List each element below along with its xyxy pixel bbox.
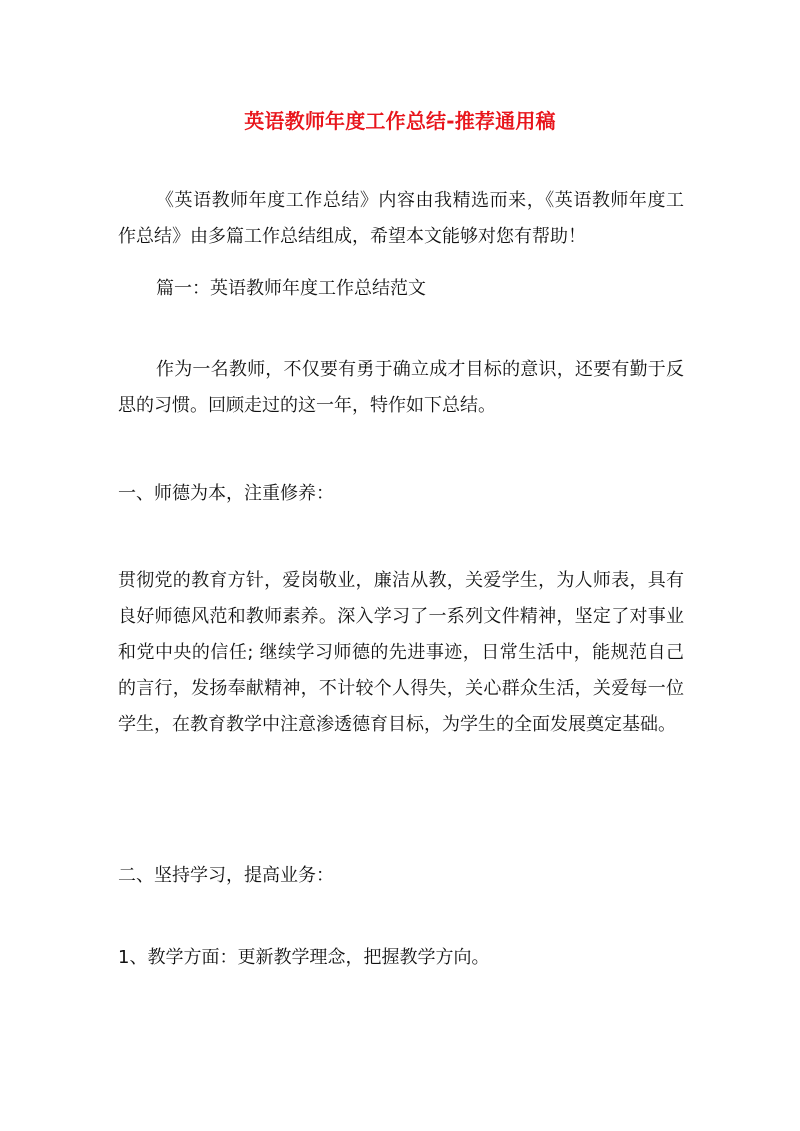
document-title: 英语教师年度工作总结-推荐通用稿 bbox=[244, 109, 556, 133]
opening-paragraph: 作为一名教师，不仅要有勇于确立成才目标的意识，还要有勤于反思的习惯。回顾走过的这一年，特作如下总结。 bbox=[118, 359, 684, 416]
intro-paragraph: 《英语教师年度工作总结》内容由我精选而来，《英语教师年度工作总结》由多篇工作总结组成，希望本文能够对您有帮助！ bbox=[118, 190, 684, 247]
section-heading-2: 二、坚持学习，提高业务： bbox=[118, 865, 334, 886]
chapter-heading: 篇一：英语教师年度工作总结范文 bbox=[156, 278, 426, 299]
list-item-1: 1、教学方面：更新教学理念，把握教学方向。 bbox=[118, 947, 490, 968]
section-body-1: 贯彻党的教育方针，爱岗敬业，廉洁从教，关爱学生，为人师表，具有良好师德风范和教师素养。深入学习了一系列文件精神，坚定了对事业和党中央的信任; 继续学习师德的先进事迹，日常生活中，能规范自己的言行，发扬奉献精神，不计较个人得失，关心群众生活，关爱每一位学生，在教育教学中注意渗透德育目标，为学生的全面发展奠定基础。 bbox=[118, 570, 684, 735]
section-heading-1: 一、师德为本，注重修养： bbox=[118, 483, 334, 504]
